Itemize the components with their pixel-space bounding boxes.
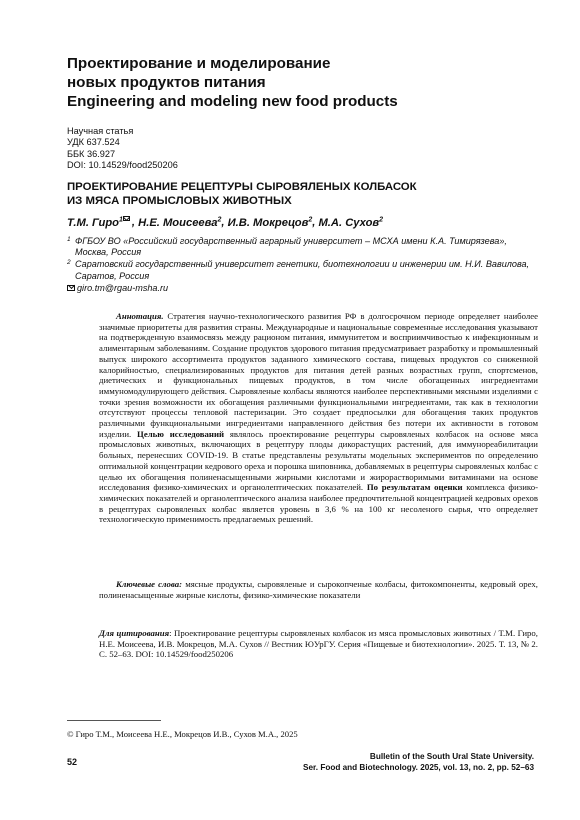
envelope-icon xyxy=(123,216,130,221)
author-separator: , xyxy=(312,216,319,229)
section-heading-line3: Engineering and modeling new food products xyxy=(67,93,398,110)
abstract xyxy=(99,311,538,525)
author-3 xyxy=(228,217,313,229)
goal-label: Целью исследований xyxy=(137,428,225,439)
author-affiliation-mark: 1 xyxy=(119,216,123,223)
author-email[interactable]: giro.tm@rgau-msha.ru xyxy=(77,282,169,293)
affiliation-1 xyxy=(67,236,537,258)
affiliation-number: 2 xyxy=(67,259,71,267)
page-number: 52 xyxy=(67,757,78,767)
section-heading-line2: новых продуктов питания xyxy=(67,74,266,91)
journal-info xyxy=(303,752,534,773)
author-name: М.А. Сухов xyxy=(318,216,380,229)
affiliation-2 xyxy=(67,259,537,281)
affiliation-text: Саратовский государственный университет генетики, биотехнологии и инженерии им. Н.И. Вавилова, Саратов, Россия xyxy=(75,259,530,281)
article-title-line2: ИЗ МЯСА ПРОМЫСЛОВЫХ ЖИВОТНЫХ xyxy=(67,194,292,207)
bbk-code: ББК 36.927 xyxy=(67,148,116,159)
keywords-label: Ключевые слова: xyxy=(116,579,183,589)
section-heading xyxy=(67,54,537,111)
affiliations xyxy=(67,236,537,295)
author-name: И.В. Мокрецов xyxy=(227,216,309,229)
abstract-text-1: Стратегия научно-технологического развития РФ в долгосрочном периоде определяет наиболее значимые приоритеты для развития страны. Международные и национальные современные исследования указывают на подтвержденную взаимосвязь между рационом питания, иммунитетом и восприимчивостью к инфекционным и алиментарным заболеваниям. Создание продуктов здорового питания предусматривает разработку и промышленный выпуск широкого ассортимента продуктов заданного химического состава, пищевых продуктов со сниженной калорийностью, специализированных продуктов для питания детей разных возрастных групп, спортсменов, диетических и функциональных пищевых продуктов, в том числе обогащенных ингредиентами иммуномодулирующего действия. Сыровяленые колбасы являются наиболее перспективными мясными изделиями с точки зрения возможности их обогащения различными функциональными ингредиентами, так как в технологии отсутствуют процессы тепловой пастеризации. Это создает предпосылки для обогащения таких продуктов различными функциональными ингредиентами направленного действия без потери их активности в готовом изделии. xyxy=(99,311,538,439)
envelope-icon xyxy=(67,285,75,291)
udk-code: УДК 637.524 xyxy=(67,137,120,148)
author-affiliation-mark: 2 xyxy=(217,216,222,223)
keywords-text: мясные продукты, сыровяленые и сырокопченые колбасы, фитокомпоненты, кедровый орех, полиненасыщенные жирные кислоты, физико-химические показатели xyxy=(99,579,538,600)
affiliation-number: 1 xyxy=(67,236,71,243)
author-name: Н.Е. Моисеева xyxy=(138,216,218,229)
results-label: По результатам оценки xyxy=(366,482,463,493)
author-4 xyxy=(318,217,383,229)
author-name: Т.М. Гиро xyxy=(67,216,119,229)
citation-text: : Проектирование рецептуры сыровяленых колбасок из мяса промысловых животных / Т.М. Гиро, Н.Е. Моисеева, И.В. Мокрецов, М.А. Сухов // Вестник ЮУрГУ. Серия «Пищевые и биотехнологии». 2025. Т. 13, № 2. С. 52–63. DOI: 10.14529/food250206 xyxy=(99,628,538,660)
author-list xyxy=(67,216,383,229)
keywords xyxy=(99,579,538,600)
footnote-divider xyxy=(67,720,161,721)
article-title xyxy=(67,181,537,209)
article-type: Научная статья xyxy=(67,126,134,136)
copyright-notice: © Гиро Т.М., Моисеева Н.Е., Мокрецов И.В., Сухов М.А., 2025 xyxy=(67,729,298,739)
article-title-line1: ПРОЕКТИРОВАНИЕ РЕЦЕПТУРЫ СЫРОВЯЛЕНЫХ КОЛБАСОК xyxy=(67,181,417,193)
author-affiliation-mark: 2 xyxy=(379,216,384,223)
doi[interactable]: DOI: 10.14529/food250206 xyxy=(67,159,178,170)
author-affiliation-mark: 2 xyxy=(308,216,313,223)
citation-label: Для цитирования xyxy=(99,628,170,638)
abstract-text-3: комплекса физико-химических показателей и органолептического анализа наиболее предпочтительной концентрацией кедровых орехов в рецептурах сыровяленых колбас является уровень в 3,6 % на 100 кг несоленого сырья, что определяет технологическую применимость предлагаемых решений. xyxy=(99,482,539,525)
affiliation-text: ФГБОУ ВО «Российский государственный аграрный университет – МСХА имени К.А. Тимирязева», Москва, Россия xyxy=(75,236,507,258)
section-heading-line1: Проектирование и моделирование xyxy=(67,55,331,72)
abstract-text-2: являлось проектирование рецептуры сыровяленых колбасок на основе мяса промысловых животных, включающих в рецептуру плоды дикорастущих растений, для иммунореабилитации больных, перенесших COVID-19. В статье представлены результаты модельных экспериментов по определению оптимальной концентрации кедрового ореха и порошка шиповника, добавляемых в рецептуры сыровяленых колбас с целью их обогащения полиненасыщенными жирными кислотами и жирорастворимыми витаминами на основе исследования физико-химических и органолептических показателей. xyxy=(99,428,538,493)
journal-line2: Ser. Food and Biotechnology. 2025, vol. 13, no. 2, pp. 52–63 xyxy=(303,762,534,772)
author-separator: , xyxy=(221,216,228,229)
journal-line1: Bulletin of the South Ural State University. xyxy=(369,752,534,761)
article-meta xyxy=(67,126,178,171)
email-row xyxy=(67,283,537,294)
citation xyxy=(99,628,538,660)
author-2 xyxy=(138,217,221,229)
author-separator: , xyxy=(131,216,139,229)
author-1 xyxy=(67,217,132,229)
abstract-label: Аннотация. xyxy=(116,311,164,321)
